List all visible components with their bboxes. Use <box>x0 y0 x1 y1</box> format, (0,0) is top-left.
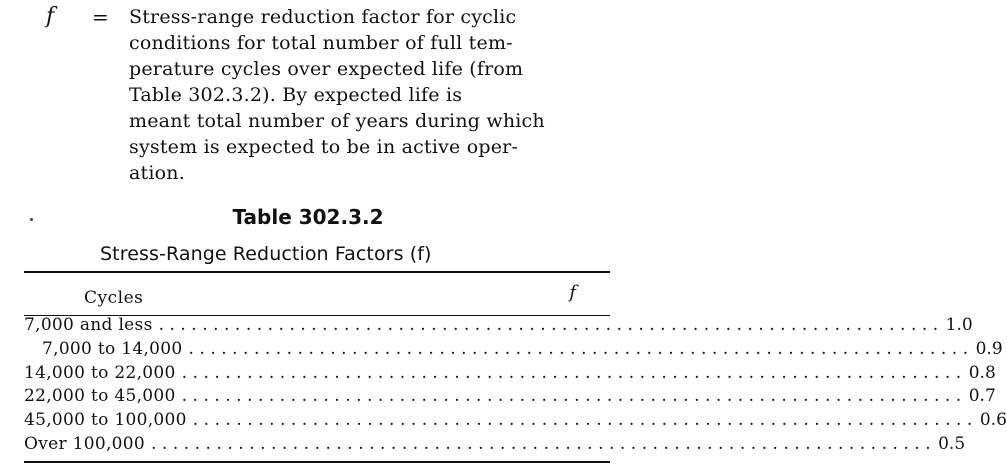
row-cycles: 14,000 to 22,000 <box>24 362 176 383</box>
dot-leader: ........................................................................ <box>192 410 978 431</box>
definition-line: ation. <box>129 162 185 184</box>
dot-leader: ........................................................................ <box>151 433 937 454</box>
table-row <box>24 433 966 457</box>
dot-leader: ........................................................................ <box>181 386 967 407</box>
definition-line: conditions for total number of full tem- <box>129 32 513 54</box>
row-factor: 0.6 <box>979 410 1007 431</box>
definition-text <box>129 4 599 186</box>
table-subtitle: Stress-Range Reduction Factors (f) <box>100 243 432 265</box>
dot-leader: ........................................................................ <box>158 315 944 335</box>
row-factor: 1.0 <box>945 315 973 335</box>
column-header-factor: f <box>569 282 576 303</box>
row-cycles: Over 100,000 <box>24 433 146 454</box>
definition-line: Table 302.3.2). By expected life is <box>129 84 463 106</box>
row-factor: 0.7 <box>968 386 996 407</box>
definition-line: system is expected to be in active oper- <box>129 136 519 158</box>
table-row <box>24 409 1007 433</box>
row-cycles: 7,000 and less <box>24 315 153 335</box>
table-row <box>24 314 973 338</box>
table-row <box>24 385 996 409</box>
definition-symbol: f <box>46 4 55 29</box>
table-title: Table 302.3.2 <box>232 205 384 229</box>
definition-line: meant total number of years during which <box>129 110 545 132</box>
dot-leader: ........................................................................ <box>188 338 974 359</box>
table-bottom-rule <box>24 461 610 463</box>
column-header-cycles: Cycles <box>84 288 144 308</box>
definition-line: perature cycles over expected life (from <box>129 58 524 80</box>
definition-equals-sign: = <box>92 5 109 29</box>
table-row <box>24 338 1003 362</box>
row-cycles: 45,000 to 100,000 <box>24 410 187 431</box>
row-factor: 0.9 <box>975 338 1003 359</box>
definition-line: Stress-range reduction factor for cyclic <box>129 6 517 28</box>
table-row <box>24 362 996 386</box>
row-factor: 0.8 <box>968 362 996 383</box>
dot-leader: ........................................................................ <box>181 362 967 383</box>
row-factor: 0.5 <box>938 433 966 454</box>
row-cycles: 22,000 to 45,000 <box>24 386 176 407</box>
table-body <box>24 314 1007 457</box>
table-top-rule <box>24 271 610 273</box>
row-cycles: 7,000 to 14,000 <box>42 338 183 359</box>
